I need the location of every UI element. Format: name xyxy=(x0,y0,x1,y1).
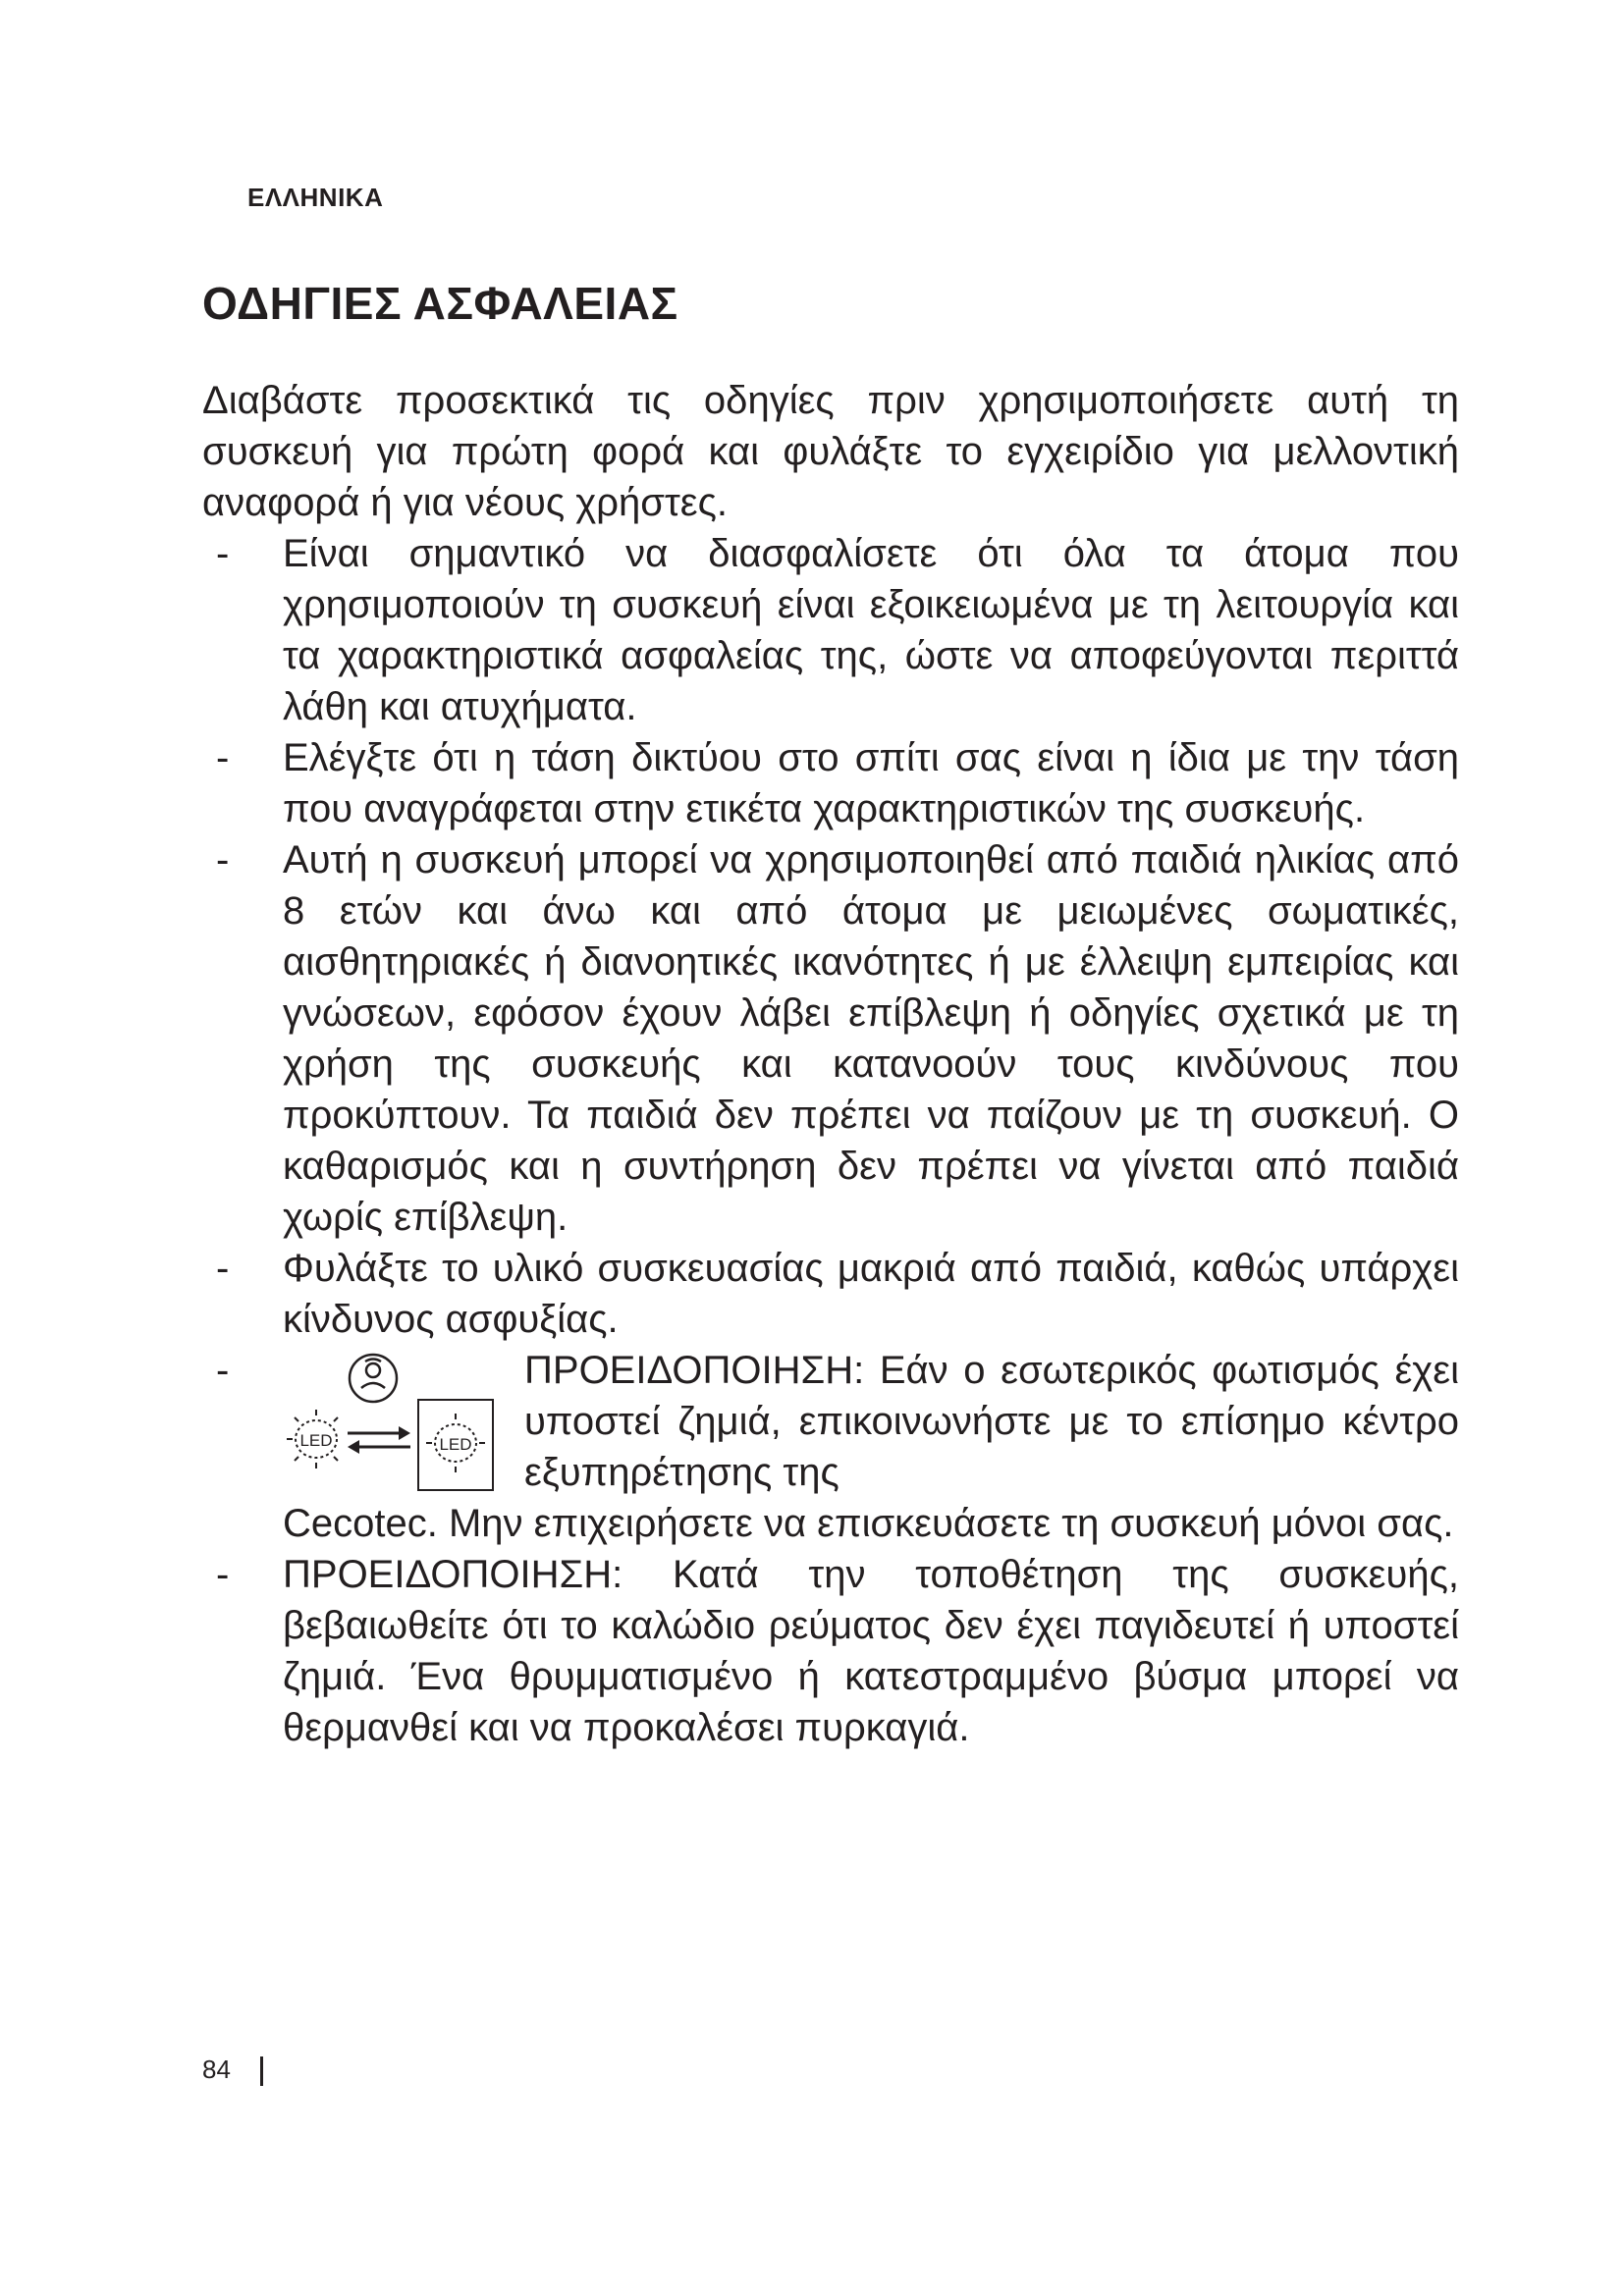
list-item xyxy=(202,834,1459,1243)
language-label: ΕΛΛΗΝΙΚΑ xyxy=(247,183,384,212)
page-footer xyxy=(202,2055,263,2086)
list-item-text: Φυλάξτε το υλικό συσκευασίας μακριά από παιδιά, καθώς υπάρχει κίνδυνος ασφυξίας. xyxy=(283,1247,1459,1341)
list-item-text: Είναι σημαντικό να διασφαλίσετε ότι όλα τα άτομα που χρησιμοποιούν τη συσκευή είναι εξοικειωμένα με τη λειτουργία και τα χαρακτηριστικά ασφαλείας της, ώστε να αποφεύγονται περιττά λάθη και ατυχήματα. xyxy=(283,532,1459,728)
page-number: 84 xyxy=(202,2055,231,2084)
list-item xyxy=(202,1243,1459,1345)
bullet-dash: - xyxy=(216,1349,230,1392)
led-warning-text-continued: Cecotec. Μην επιχειρήσετε να επισκευάσετε τη συσκευή μόνοι σας. xyxy=(283,1502,1454,1545)
list-item-text: Αυτή η συσκευή μπορεί να χρησιμοποιηθεί από παιδιά ηλικίας από 8 ετών και άνω και από άτομα με μειωμένες σωματικές, αισθητηριακές ή διανοητικές ικανότητες ή με έλλειψη εμπειρίας και γνώσεων, εφόσον έχουν λάβει επίβλεψη ή οδηγίες σχετικά με τη χρήση της συσκευής και κατανοούν τους κινδύνους που προκύπτουν. Τα παιδιά δεν πρέπει να παίζουν με τη συσκευή. Ο καθαρισμός και η συντήρηση δεν πρέπει να γίνεται από παιδιά χωρίς επίβλεψη. xyxy=(283,838,1459,1239)
swap-arrows-icon xyxy=(348,1426,410,1454)
led-label-left: LED xyxy=(299,1431,333,1450)
intro-paragraph: Διαβάστε προσεκτικά τις οδηγίες πριν χρησιμοποιήσετε αυτή τη συσκευή για πρώτη φορά και φυλάξτε το εγχειρίδιο για μελλοντική αναφορά ή για νέους χρήστες. xyxy=(202,379,1459,524)
footer-divider xyxy=(260,2056,263,2086)
led-label-right: LED xyxy=(439,1435,472,1454)
technician-icon xyxy=(350,1355,397,1402)
safety-content xyxy=(202,375,1459,1753)
bullet-dash: - xyxy=(216,532,230,575)
list-item xyxy=(202,1549,1459,1753)
led-service-icon xyxy=(283,1349,499,1496)
bullet-dash: - xyxy=(216,838,230,881)
list-item-text: ΠΡΟΕΙΔΟΠΟΙΗΣΗ: Κατά την τοποθέτηση της συσκευής, βεβαιωθείτε ότι το καλώδιο ρεύματος δεν έχει παγιδευτεί ή υποστεί ζημιά. Ένα θρυμματισμένο ή κατεστραμμένο βύσμα μπορεί να θερμανθεί και να προκαλέσει πυρκαγιά. xyxy=(283,1553,1459,1749)
led-warning-text: ΠΡΟΕΙΔΟΠΟΙΗΣΗ: Εάν ο εσωτερικός φωτισμός έχει υποστεί ζημιά, επικοινωνήστε με το επίσημο κέντρο εξυπηρέτησης της xyxy=(524,1349,1459,1494)
list-item xyxy=(202,732,1459,834)
page-title: ΟΔΗΓΙΕΣ ΑΣΦΑΛΕΙΑΣ xyxy=(202,278,678,329)
bullet-dash: - xyxy=(216,1553,230,1596)
list-item-text: Ελέγξτε ότι η τάση δικτύου στο σπίτι σας είναι η ίδια με την τάση που αναγράφεται στην ετικέτα χαρακτηριστικών της συσκευής. xyxy=(283,736,1459,830)
led-warning-item xyxy=(202,1345,1459,1549)
bullet-dash: - xyxy=(216,736,230,779)
bullet-dash: - xyxy=(216,1247,230,1290)
list-item xyxy=(202,528,1459,732)
